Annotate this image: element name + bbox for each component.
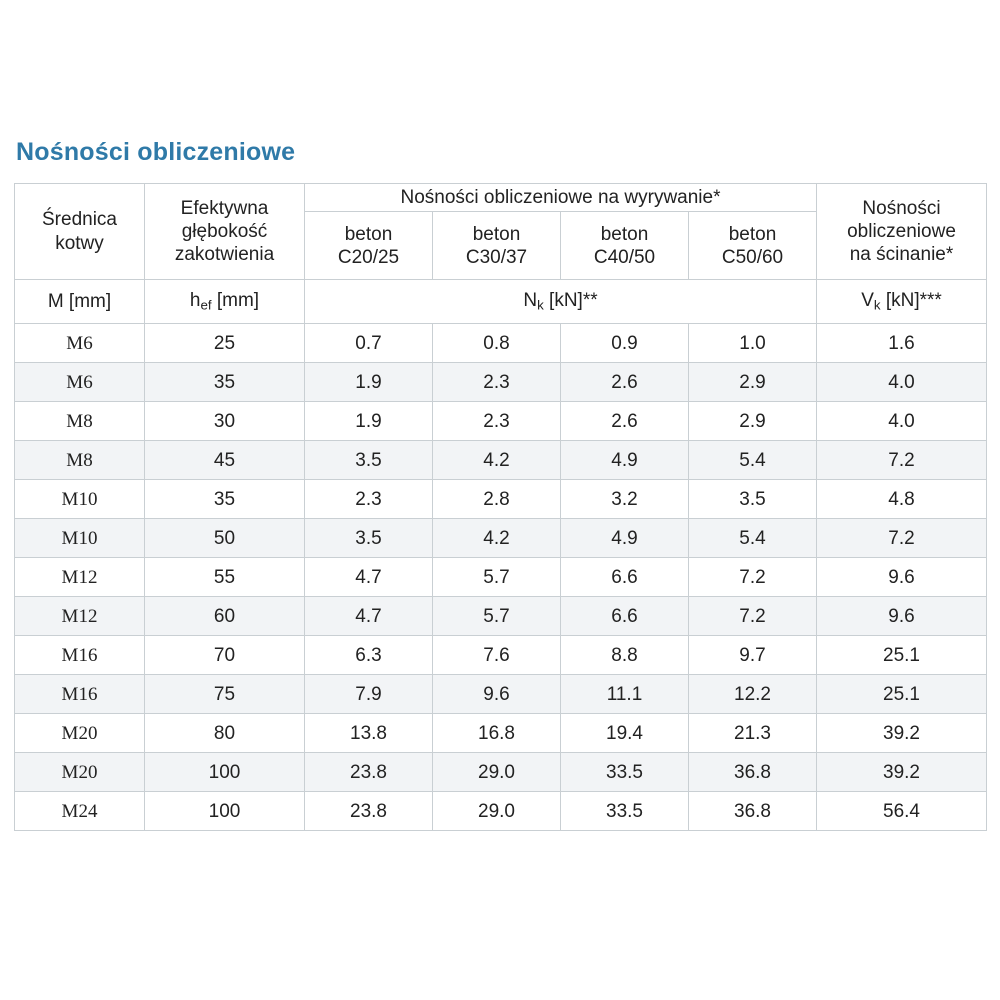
header-diameter-line2: kotwy <box>55 232 104 254</box>
header-shear-line3: na ścinanie* <box>849 244 954 266</box>
header-pullout-group: Nośności obliczeniowe na wyrywanie* <box>305 184 817 212</box>
header-depth-unit-symbol: h <box>189 290 201 312</box>
header-concrete-c40 <box>561 212 689 280</box>
cell-c40: 6.6 <box>561 558 689 597</box>
cell-c40: 6.6 <box>561 597 689 636</box>
cell-c50: 5.4 <box>689 441 817 480</box>
cell-c20: 0.7 <box>305 324 433 363</box>
cell-c50: 5.4 <box>689 519 817 558</box>
cell-hef: 30 <box>145 402 305 441</box>
cell-hef: 55 <box>145 558 305 597</box>
cell-shear: 7.2 <box>817 441 987 480</box>
cell-c30: 0.8 <box>433 324 561 363</box>
cell-c40: 4.9 <box>561 519 689 558</box>
cell-c40: 3.2 <box>561 480 689 519</box>
cell-c30: 29.0 <box>433 753 561 792</box>
cell-diameter: M16 <box>15 675 145 714</box>
cell-hef: 80 <box>145 714 305 753</box>
header-concrete-c50 <box>689 212 817 280</box>
header-concrete-c30 <box>433 212 561 280</box>
table-row <box>15 597 987 636</box>
header-shear-unit <box>817 280 987 324</box>
cell-shear: 1.6 <box>817 324 987 363</box>
header-concrete-c40-line2: C40/50 <box>593 246 656 268</box>
cell-shear: 4.8 <box>817 480 987 519</box>
header-concrete-c20-line2: C20/25 <box>337 246 400 268</box>
cell-diameter: M10 <box>15 480 145 519</box>
table-row <box>15 636 987 675</box>
cell-c30: 4.2 <box>433 441 561 480</box>
cell-hef: 45 <box>145 441 305 480</box>
table-header-row-main <box>15 184 987 212</box>
cell-c40: 0.9 <box>561 324 689 363</box>
header-shear-group <box>817 184 987 280</box>
header-shear-line2: obliczeniowe <box>847 221 956 242</box>
cell-shear: 7.2 <box>817 519 987 558</box>
table-row <box>15 753 987 792</box>
header-depth-unit-units: [mm] <box>211 290 260 312</box>
table-row <box>15 675 987 714</box>
cell-hef: 100 <box>145 753 305 792</box>
cell-diameter: M16 <box>15 636 145 675</box>
cell-diameter: M6 <box>15 363 145 402</box>
page-title: Nośności obliczeniowe <box>16 138 296 166</box>
cell-shear: 56.4 <box>817 792 987 831</box>
cell-hef: 35 <box>145 363 305 402</box>
cell-shear: 39.2 <box>817 753 987 792</box>
cell-diameter: M12 <box>15 597 145 636</box>
cell-c20: 4.7 <box>305 558 433 597</box>
cell-hef: 50 <box>145 519 305 558</box>
cell-c20: 7.9 <box>305 675 433 714</box>
cell-c20: 23.8 <box>305 753 433 792</box>
cell-c20: 23.8 <box>305 792 433 831</box>
cell-c20: 1.9 <box>305 363 433 402</box>
cell-shear: 25.1 <box>817 636 987 675</box>
header-concrete-c20 <box>305 212 433 280</box>
header-concrete-c50-line2: C50/60 <box>721 246 784 268</box>
header-concrete-c40-line1: beton <box>600 223 649 245</box>
cell-diameter: M8 <box>15 441 145 480</box>
cell-diameter: M12 <box>15 558 145 597</box>
cell-c40: 2.6 <box>561 363 689 402</box>
header-diameter-unit: M [mm] <box>15 280 145 324</box>
header-pullout-unit <box>305 280 817 324</box>
cell-c40: 33.5 <box>561 753 689 792</box>
table-body <box>15 324 987 831</box>
cell-hef: 75 <box>145 675 305 714</box>
cell-c30: 4.2 <box>433 519 561 558</box>
cell-hef: 35 <box>145 480 305 519</box>
cell-diameter: M8 <box>15 402 145 441</box>
cell-hef: 25 <box>145 324 305 363</box>
cell-c40: 11.1 <box>561 675 689 714</box>
cell-c20: 3.5 <box>305 519 433 558</box>
cell-c50: 12.2 <box>689 675 817 714</box>
header-depth-line3: zakotwienia <box>174 244 275 266</box>
cell-c30: 2.8 <box>433 480 561 519</box>
header-shear-unit-units: [kN]*** <box>880 290 942 312</box>
cell-diameter: M20 <box>15 753 145 792</box>
cell-c20: 3.5 <box>305 441 433 480</box>
cell-c40: 8.8 <box>561 636 689 675</box>
header-pullout-unit-units: [kN]** <box>543 290 598 312</box>
cell-c50: 3.5 <box>689 480 817 519</box>
cell-c40: 33.5 <box>561 792 689 831</box>
cell-shear: 9.6 <box>817 597 987 636</box>
header-shear-line1: Nośności <box>862 197 941 219</box>
header-depth-unit-subscript: ef <box>200 297 212 313</box>
cell-c20: 1.9 <box>305 402 433 441</box>
cell-c40: 4.9 <box>561 441 689 480</box>
cell-diameter: M20 <box>15 714 145 753</box>
cell-c50: 21.3 <box>689 714 817 753</box>
header-depth-line1: Efektywna <box>180 197 269 219</box>
header-diameter <box>15 184 145 280</box>
header-concrete-c30-line2: C30/37 <box>465 246 528 268</box>
header-depth-unit <box>145 280 305 324</box>
cell-diameter: M24 <box>15 792 145 831</box>
cell-hef: 70 <box>145 636 305 675</box>
cell-c30: 29.0 <box>433 792 561 831</box>
cell-c50: 2.9 <box>689 363 817 402</box>
cell-c30: 2.3 <box>433 363 561 402</box>
header-concrete-c30-line1: beton <box>472 223 521 245</box>
load-capacity-table <box>14 183 987 831</box>
cell-c50: 9.7 <box>689 636 817 675</box>
cell-c50: 1.0 <box>689 324 817 363</box>
table-row <box>15 792 987 831</box>
header-depth-line2: głębokość <box>181 221 268 242</box>
cell-hef: 100 <box>145 792 305 831</box>
table-row <box>15 519 987 558</box>
cell-c40: 2.6 <box>561 402 689 441</box>
cell-shear: 4.0 <box>817 363 987 402</box>
header-pullout-unit-subscript: k <box>537 297 544 313</box>
header-concrete-c20-line1: beton <box>344 223 393 245</box>
cell-shear: 9.6 <box>817 558 987 597</box>
cell-c50: 7.2 <box>689 558 817 597</box>
cell-c30: 2.3 <box>433 402 561 441</box>
cell-c50: 36.8 <box>689 753 817 792</box>
cell-c20: 4.7 <box>305 597 433 636</box>
cell-c50: 36.8 <box>689 792 817 831</box>
header-pullout-unit-symbol: N <box>523 290 538 312</box>
cell-diameter: M10 <box>15 519 145 558</box>
table-row <box>15 480 987 519</box>
table-row <box>15 402 987 441</box>
cell-c20: 6.3 <box>305 636 433 675</box>
table-header-row-units <box>15 280 987 324</box>
cell-shear: 39.2 <box>817 714 987 753</box>
table-head <box>15 184 987 324</box>
cell-c30: 9.6 <box>433 675 561 714</box>
cell-c50: 7.2 <box>689 597 817 636</box>
cell-diameter: M6 <box>15 324 145 363</box>
cell-c50: 2.9 <box>689 402 817 441</box>
cell-c20: 2.3 <box>305 480 433 519</box>
cell-shear: 4.0 <box>817 402 987 441</box>
cell-c30: 5.7 <box>433 558 561 597</box>
cell-c30: 5.7 <box>433 597 561 636</box>
table-row <box>15 441 987 480</box>
cell-hef: 60 <box>145 597 305 636</box>
table-row <box>15 558 987 597</box>
table-row <box>15 714 987 753</box>
header-shear-unit-symbol: V <box>861 290 874 312</box>
cell-c40: 19.4 <box>561 714 689 753</box>
cell-c30: 16.8 <box>433 714 561 753</box>
cell-c30: 7.6 <box>433 636 561 675</box>
header-concrete-c50-line1: beton <box>728 223 777 245</box>
header-embedment-depth <box>145 184 305 280</box>
table-row <box>15 363 987 402</box>
cell-shear: 25.1 <box>817 675 987 714</box>
header-shear-unit-subscript: k <box>873 297 881 313</box>
table-row <box>15 324 987 363</box>
header-diameter-line1: Średnica <box>42 209 117 231</box>
cell-c20: 13.8 <box>305 714 433 753</box>
